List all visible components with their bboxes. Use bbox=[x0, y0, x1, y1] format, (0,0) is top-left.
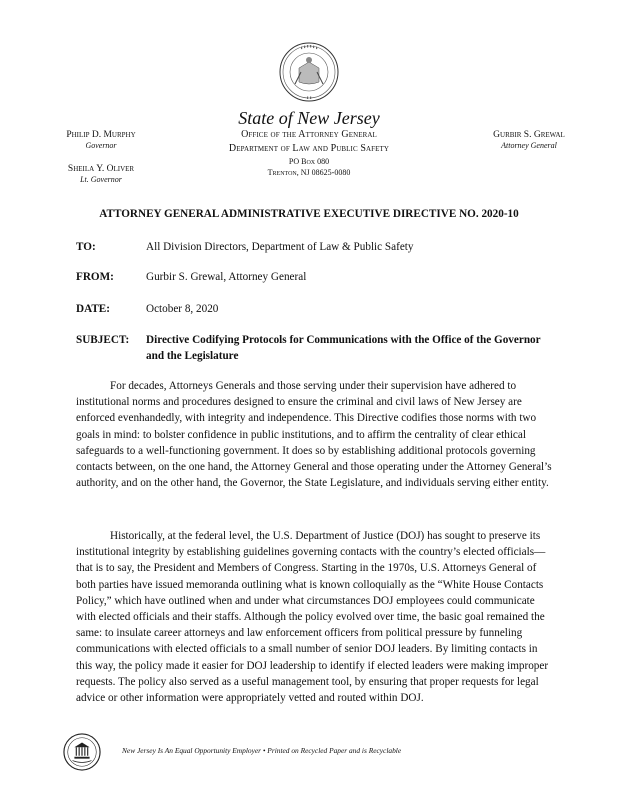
date-label: DATE: bbox=[76, 303, 110, 315]
subject-label: SUBJECT: bbox=[76, 334, 130, 346]
department-line: Department of Law and Public Safety bbox=[228, 143, 390, 154]
subject-value: Directive Codifying Protocols for Communications with the Office of the Governor and the Legislature bbox=[146, 334, 541, 362]
from-label: FROM: bbox=[76, 271, 114, 283]
right-official bbox=[474, 129, 584, 151]
po-box: PO Box 080 bbox=[288, 157, 330, 166]
official-name: Gurbir S. Grewal bbox=[493, 130, 565, 140]
city-line: Trenton, NJ 08625-0080 bbox=[267, 168, 351, 177]
state-seal-icon bbox=[279, 42, 339, 102]
to-value: All Division Directors, Department of Law & Public Safety bbox=[146, 241, 414, 253]
office-line: Office of the Attorney General bbox=[241, 129, 377, 140]
to-label: TO: bbox=[76, 241, 96, 253]
official-name: Philip D. Murphy bbox=[66, 130, 136, 140]
official-role: Attorney General bbox=[501, 141, 557, 150]
official-role: Lt. Governor bbox=[80, 175, 122, 184]
from-value: Gurbir S. Grewal, Attorney General bbox=[146, 271, 307, 283]
paragraph: For decades, Attorneys Generals and those serving under their supervision have adhered to institutional norms and procedures designed to ensure the criminal and civil laws of New Jersey are enforced evenhandedly, with integrity and independence. This Directive codifies those norms with two goals in mind: to bolster confidence in public institutions, and to affirm the centrality of clear ethical safeguards to a well-functioning government. It does so by establishing additional protocols governing contacts between, on the one hand, the Attorney General and those operating under the Attorney General’s authority, and on the other hand, the Governor, the State Legislature, and individuals serving either entity. bbox=[76, 380, 552, 490]
state-title: State of New Jersey bbox=[238, 108, 380, 128]
attorney-general-seal-icon bbox=[63, 733, 101, 771]
paragraph: Historically, at the federal level, the U.S. Department of Justice (DOJ) has sought to preserve its institutional integrity by establishing guidelines governing contacts with the country’s elected officials—that is to say, the President and Members of Congress. Starting in the 1970s, U.S. Attorneys General of both parties have issued memoranda outlining what is known colloquially as the “White House Contacts Policy,” which have outlined when and under what circumstances DOJ employees could communicate with elected officials and their staffs. Although the policy evolved over time, the basic goal remained the same: to insulate career attorneys and law enforcement officers from political pressure by funneling communications with elected officials to a small number of senior DOJ leaders. By limiting contacts in this way, the policy made it easier for DOJ leadership to identify if elected leaders were making improper requests. The policy also served as a useful management tool, by ensuring that proper requests for legal advice or other information were appropriately vetted and routed within DOJ. bbox=[76, 530, 549, 705]
official-role: Governor bbox=[85, 141, 117, 150]
official-name: Sheila Y. Oliver bbox=[67, 164, 135, 174]
footer-text: New Jersey Is An Equal Opportunity Employer • Printed on Recycled Paper and is Recyclable bbox=[122, 746, 402, 755]
directive-title: ATTORNEY GENERAL ADMINISTRATIVE EXECUTIVE DIRECTIVE NO. 2020-10 bbox=[99, 208, 519, 220]
left-officials bbox=[36, 129, 166, 185]
office-address bbox=[170, 128, 448, 178]
date-value: October 8, 2020 bbox=[146, 303, 219, 315]
